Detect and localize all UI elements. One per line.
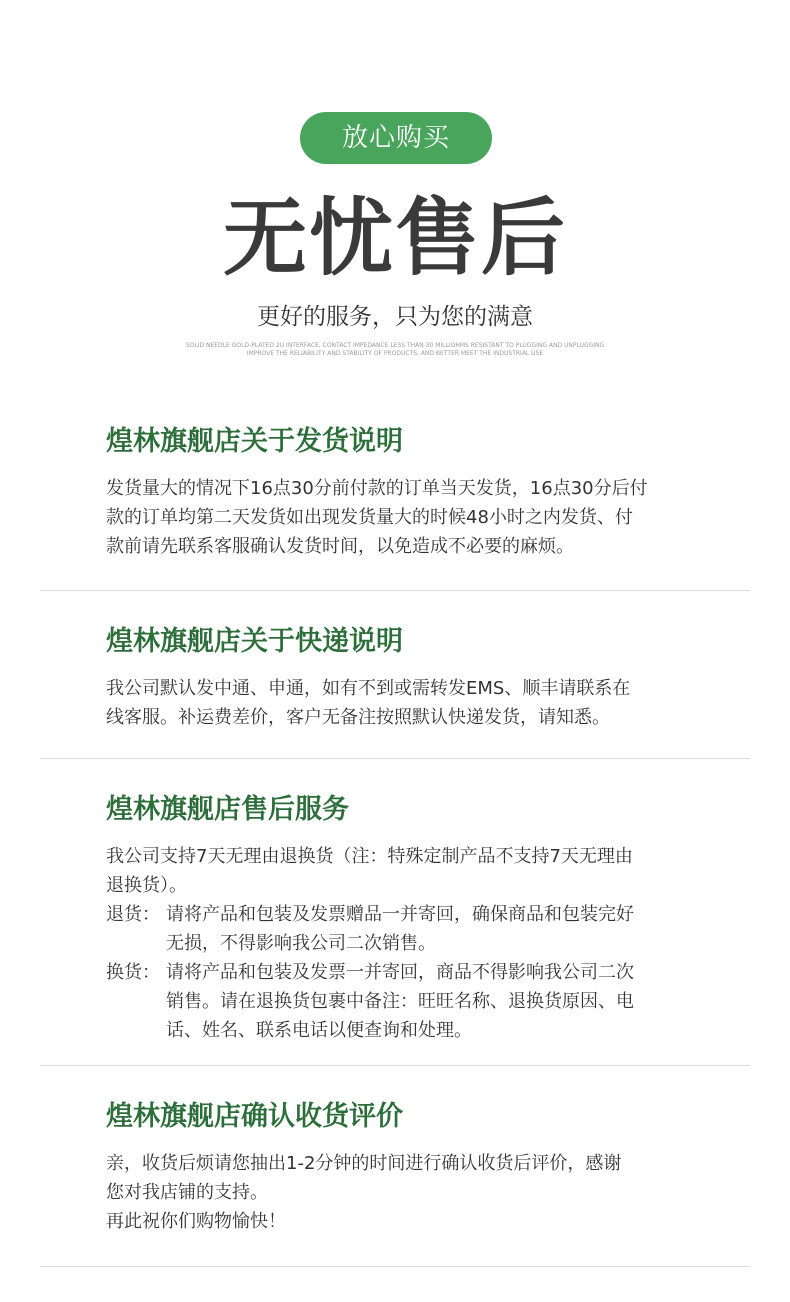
section-title: 煌林旗舰店确认收货评价 bbox=[106, 1101, 403, 1132]
divider bbox=[40, 758, 750, 759]
exchange-label: 换货： bbox=[106, 962, 160, 983]
divider bbox=[40, 590, 750, 591]
section-title: 煌林旗舰店关于快递说明 bbox=[106, 626, 403, 657]
english-tagline-2: IMPROVE THE RELIABILITY AND STABILITY OF PRODUCTS, AND BETTER MEET THE INDUSTRIAL USE bbox=[246, 350, 544, 357]
return-label: 退货： bbox=[106, 904, 160, 925]
english-tagline-1: SOLID NEEDLE GOLD-PLATED 2U INTERFACE, CONTACT IMPEDANCE LESS THAN 30 MILLIOHMS RESISTANT TO PLUGGING AND UNPLUGGING bbox=[185, 342, 605, 349]
exchange-line: 请将产品和包装及发票一并寄回，商品不得影响我公司二次 bbox=[166, 962, 634, 983]
section-review bbox=[106, 1097, 706, 1236]
section-shipping bbox=[106, 422, 706, 561]
section-title: 煌林旗舰店关于发货说明 bbox=[106, 426, 403, 457]
paragraph-line: 亲，收货后烦请您抽出1-2分钟的时间进行确认收货后评价，感谢 bbox=[106, 1153, 622, 1174]
badge-fangxin: 放心购买 bbox=[300, 112, 492, 164]
paragraph-line: 款的订单均第二天发货如出现发货量大的时候48小时之内发货、付 bbox=[106, 507, 633, 528]
section-after-sales bbox=[106, 790, 706, 1045]
paragraph-line: 再此祝你们购物愉快！ bbox=[106, 1211, 286, 1232]
divider bbox=[40, 1065, 750, 1066]
section-express bbox=[106, 622, 706, 732]
paragraph-line: 款前请先联系客服确认发货时间，以免造成不必要的麻烦。 bbox=[106, 536, 574, 557]
page-title: 无忧售后 bbox=[222, 189, 567, 287]
divider bbox=[40, 1266, 750, 1267]
paragraph-line: 我公司支持7天无理由退换货（注：特殊定制产品不支持7天无理由 bbox=[106, 846, 633, 867]
exchange-policy bbox=[106, 958, 706, 1045]
return-line: 请将产品和包装及发票赠品一并寄回，确保商品和包装完好 bbox=[166, 904, 634, 925]
paragraph-line: 退换货）。 bbox=[106, 875, 187, 896]
exchange-line: 销售。请在退换货包裹中备注：旺旺名称、退换货原因、电 bbox=[166, 991, 634, 1012]
page-subtitle: 更好的服务，只为您的满意 bbox=[257, 304, 533, 330]
paragraph-line: 您对我店铺的支持。 bbox=[106, 1182, 268, 1203]
exchange-line: 话、姓名、联系电话以便查询和处理。 bbox=[166, 1020, 472, 1041]
return-line: 无损，不得影响我公司二次销售。 bbox=[166, 933, 436, 954]
section-title: 煌林旗舰店售后服务 bbox=[106, 794, 349, 825]
paragraph-line: 发货量大的情况下16点30分前付款的订单当天发货，16点30分后付 bbox=[106, 478, 648, 499]
return-policy bbox=[106, 900, 706, 958]
paragraph-line: 线客服。补运费差价，客户无备注按照默认快递发货，请知悉。 bbox=[106, 707, 610, 728]
paragraph-line: 我公司默认发中通、申通，如有不到或需转发EMS、顺丰请联系在 bbox=[106, 678, 631, 699]
